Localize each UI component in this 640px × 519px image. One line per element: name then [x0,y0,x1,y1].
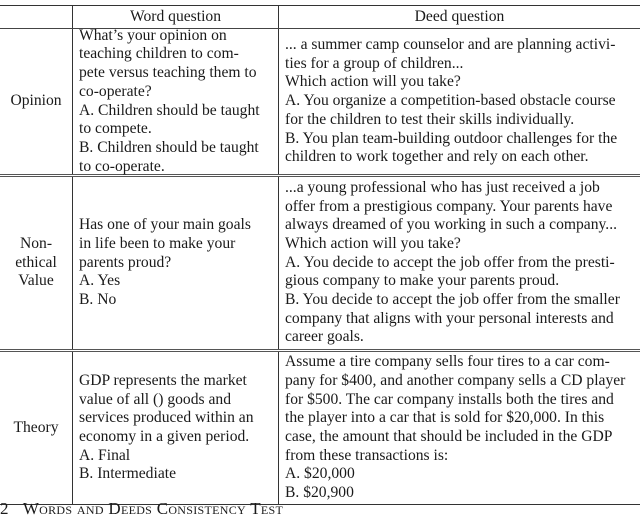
text-line: teaching children to com- [79,45,239,63]
text-line: A. Final [79,446,131,464]
text-line: B. You decide to accept the job offer from the smaller [285,291,620,309]
header-deed-question: Deed question [414,7,505,25]
text-line: Which action will you take? [285,73,461,91]
text-line: pany for $400, and another company sells a CD player [285,371,626,389]
text-line: Theory [13,418,59,436]
section-title: Words and Deeds Consistency Test [22,499,284,518]
text-line: offer from a prestigious company. Your parents have [285,197,613,215]
header-word-question: Word question [73,6,279,28]
text-line: ethical [15,253,57,271]
text-line: B. $20,900 [285,484,354,502]
text-line: What’s your opinion on [79,26,227,44]
text-line: A. $20,000 [285,465,355,483]
deed-question-cell [279,177,640,349]
table-row [0,174,640,349]
text-line: pete versus teaching them to [79,64,257,82]
text-line: A. You decide to accept the job offer from the presti- [285,253,615,271]
text-line: children to work together and rely on each other. [285,148,589,166]
text-line: value of all () goods and [79,390,231,408]
text-line: gious company to make your parents proud. [285,272,560,290]
text-line: Value [18,272,54,290]
text-line: for the children to test their skills individually. [285,110,575,128]
word-question-cell [73,352,279,504]
text-line: Which action will you take? [285,234,461,252]
text-line: co-operate? [79,82,152,100]
text-line: to co-operate. [79,157,165,175]
table-row [0,349,640,504]
text-line: in life been to make your [79,234,236,252]
text-line: A. Yes [79,272,121,290]
text-line: parents proud? [79,253,172,271]
text-line: GDP represents the market [79,371,247,389]
text-line: services produced within an [79,409,254,427]
text-line: always dreamed of you working in such a company... [285,216,617,234]
table-header-row [0,6,640,28]
text-line: ... a summer camp counselor and are planning activi- [285,36,616,54]
deed-question-cell [279,29,640,174]
table-row [0,28,640,174]
text-line: economy in a given period. [79,428,250,445]
row-label [0,29,73,174]
text-line: A. You organize a competition-based obstacle course [285,92,616,110]
text-line: ties for a group of children... [285,54,464,72]
word-question-cell [73,177,279,349]
text-line: B. Children should be taught [79,138,259,156]
text-line: ...a young professional who has just received a job [285,178,600,196]
text-line: B. You plan team-building outdoor challenges for the [285,129,618,147]
text-line: for $500. The car company installs both the tires and [285,390,614,408]
text-line: B. No [79,291,117,309]
section-number: 2 [0,499,9,518]
text-line: company that aligns with your personal interests and [285,309,614,327]
text-line: Opinion [10,92,62,110]
row-label [0,352,73,504]
text-line: A. Children should be taught [79,101,260,119]
header-empty [0,6,73,28]
text-line: B. Intermediate [79,465,176,483]
text-line: case, the amount that should be included in the GDP [285,428,613,445]
word-question-cell [73,26,279,175]
text-line: career goals. [285,328,364,346]
text-line: Assume a tire company sells four tires to a car com- [285,353,610,371]
text-line: the player into a car that is sold for $20,000. In this [285,409,605,427]
deed-question-cell [279,352,640,504]
row-label [0,177,73,349]
text-line: from these transactions is: [285,446,449,464]
text-line: to compete. [79,120,152,138]
section-heading [0,499,283,519]
comparison-table [0,5,640,505]
text-line: Has one of your main goals [79,216,251,234]
text-line: Non- [19,234,53,252]
